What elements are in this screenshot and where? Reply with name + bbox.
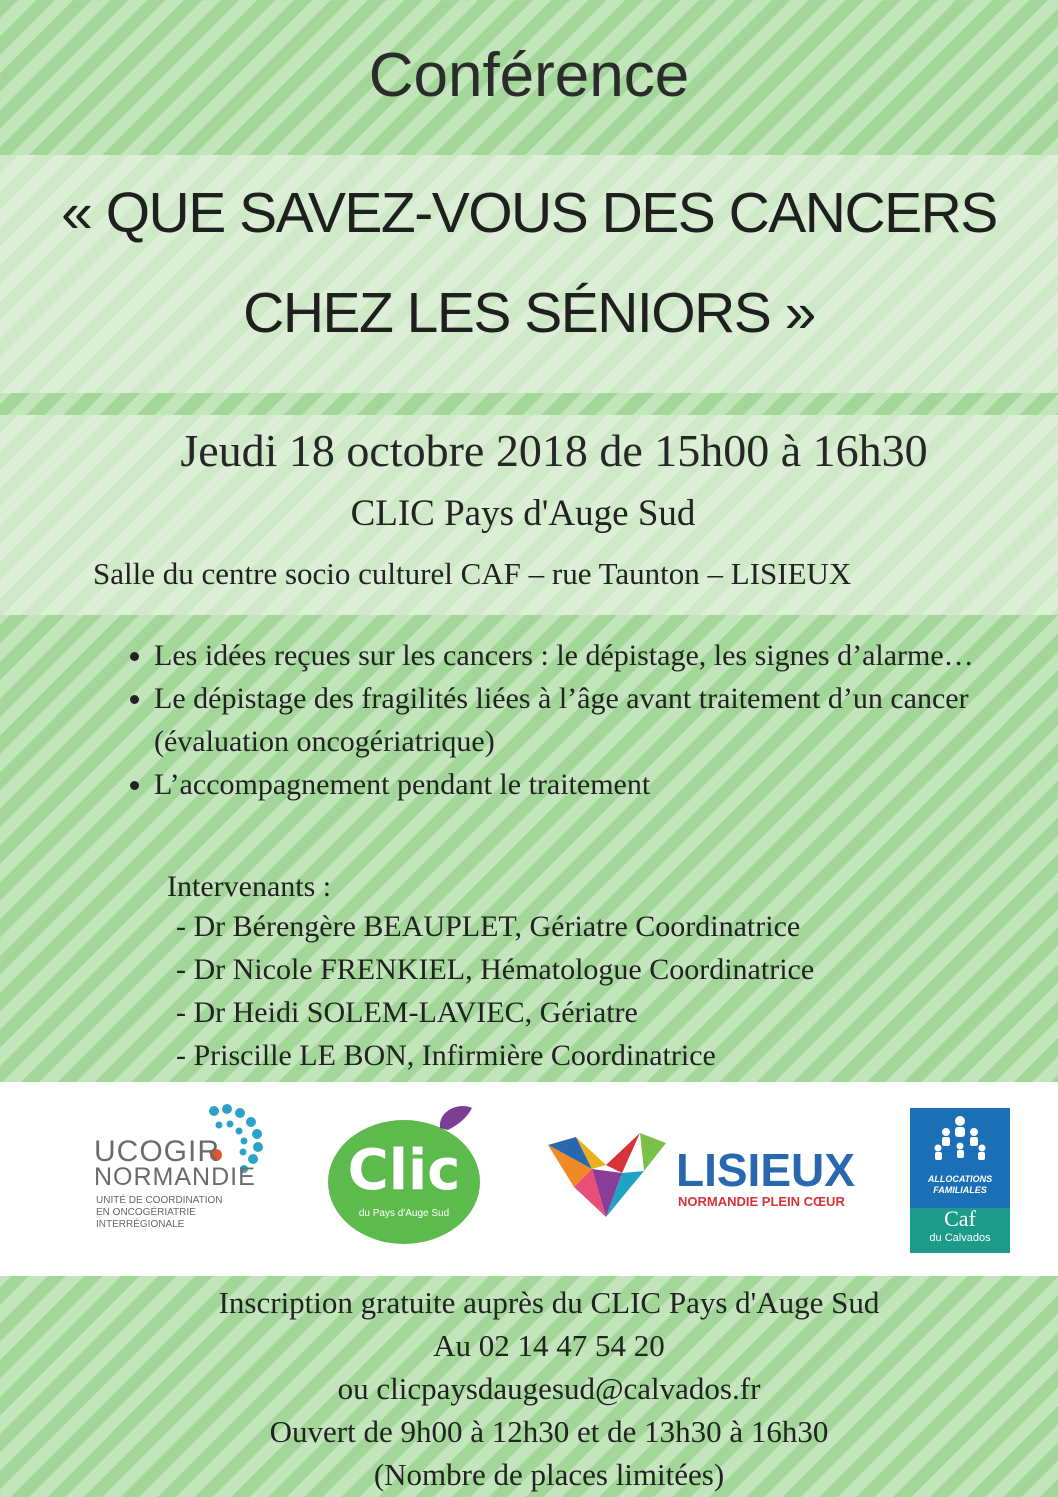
lisieux-tagline: NORMANDIE PLEIN CŒUR [678,1194,845,1209]
places-note: (Nombre de places limitées) [373,1457,725,1492]
caf-line1: ALLOCATIONS [927,1174,993,1184]
caf-line2: FAMILIALES [933,1185,987,1195]
speaker-item: - Priscille LE BON, Infirmière Coordinatrice [176,1039,716,1072]
topic-item: • L’accompagnement pendant le traitement [154,763,984,806]
caf-logo [910,1108,1010,1253]
topic-item: • Les idées reçues sur les cancers : le dépistage, les signes d’alarme… [154,634,984,677]
clic-word: Clic [347,1138,461,1203]
ucogir-sub-1: UNITÉ DE COORDINATION [96,1195,223,1206]
title-line-1: « QUE SAVEZ-VOUS DES CANCERS [61,181,997,245]
clic-logo [320,1100,492,1250]
ucogir-logo [94,1103,274,1233]
clic-sub: du Pays d'Auge Sud [358,1208,450,1219]
phone-line: Au 02 14 47 54 20 [433,1328,665,1363]
conference-kicker: Conférence [368,41,690,110]
ucogir-sub-3: INTERRÉGIONALE [96,1219,185,1230]
speakers-heading: Intervenants : [167,870,332,903]
registration-info [0,1281,1058,1496]
speakers-list [176,905,814,1077]
lisieux-name: LISIEUX [676,1144,855,1196]
ucogir-sub-2: EN ONCOGÉRIATRIE [96,1207,196,1218]
speaker-item: - Dr Bérengère BEAUPLET, Gériatre Coordinatrice [176,910,801,943]
topic-item: • Le dépistage des fragilités liées à l’âge avant traitement d’un cancer (évaluation oncogériatrique) [154,677,984,763]
lisieux-logo [540,1125,870,1235]
caf-family-icon [930,1114,990,1164]
ucogir-name-a: UCOGIR [94,1135,220,1168]
event-venue: Salle du centre socio culturel CAF – rue Taunton – LISIEUX [93,556,852,591]
title-line-2: CHEZ LES SÉNIORS » [243,281,815,345]
ucogir-name-b: NORMANDIE [94,1163,256,1191]
hours-line: Ouvert de 9h00 à 12h30 et de 13h30 à 16h30 [269,1414,829,1449]
speaker-item: - Dr Heidi SOLEM-LAVIEC, Gériatre [176,996,638,1029]
event-date: Jeudi 18 octobre 2018 de 15h00 à 16h30 [180,425,928,476]
caf-word: Caf [944,1206,976,1231]
speaker-item: - Dr Nicole FRENKIEL, Hématologue Coordinatrice [176,953,815,986]
event-organizer: CLIC Pays d'Auge Sud [350,493,696,534]
email-line: ou clicpaysdaugesud@calvados.fr [337,1371,761,1406]
caf-sub: du Calvados [929,1232,991,1244]
lisieux-heart-icon [544,1125,669,1225]
registration-line: Inscription gratuite auprès du CLIC Pays d'Auge Sud [218,1285,880,1320]
topics-list [110,634,984,806]
